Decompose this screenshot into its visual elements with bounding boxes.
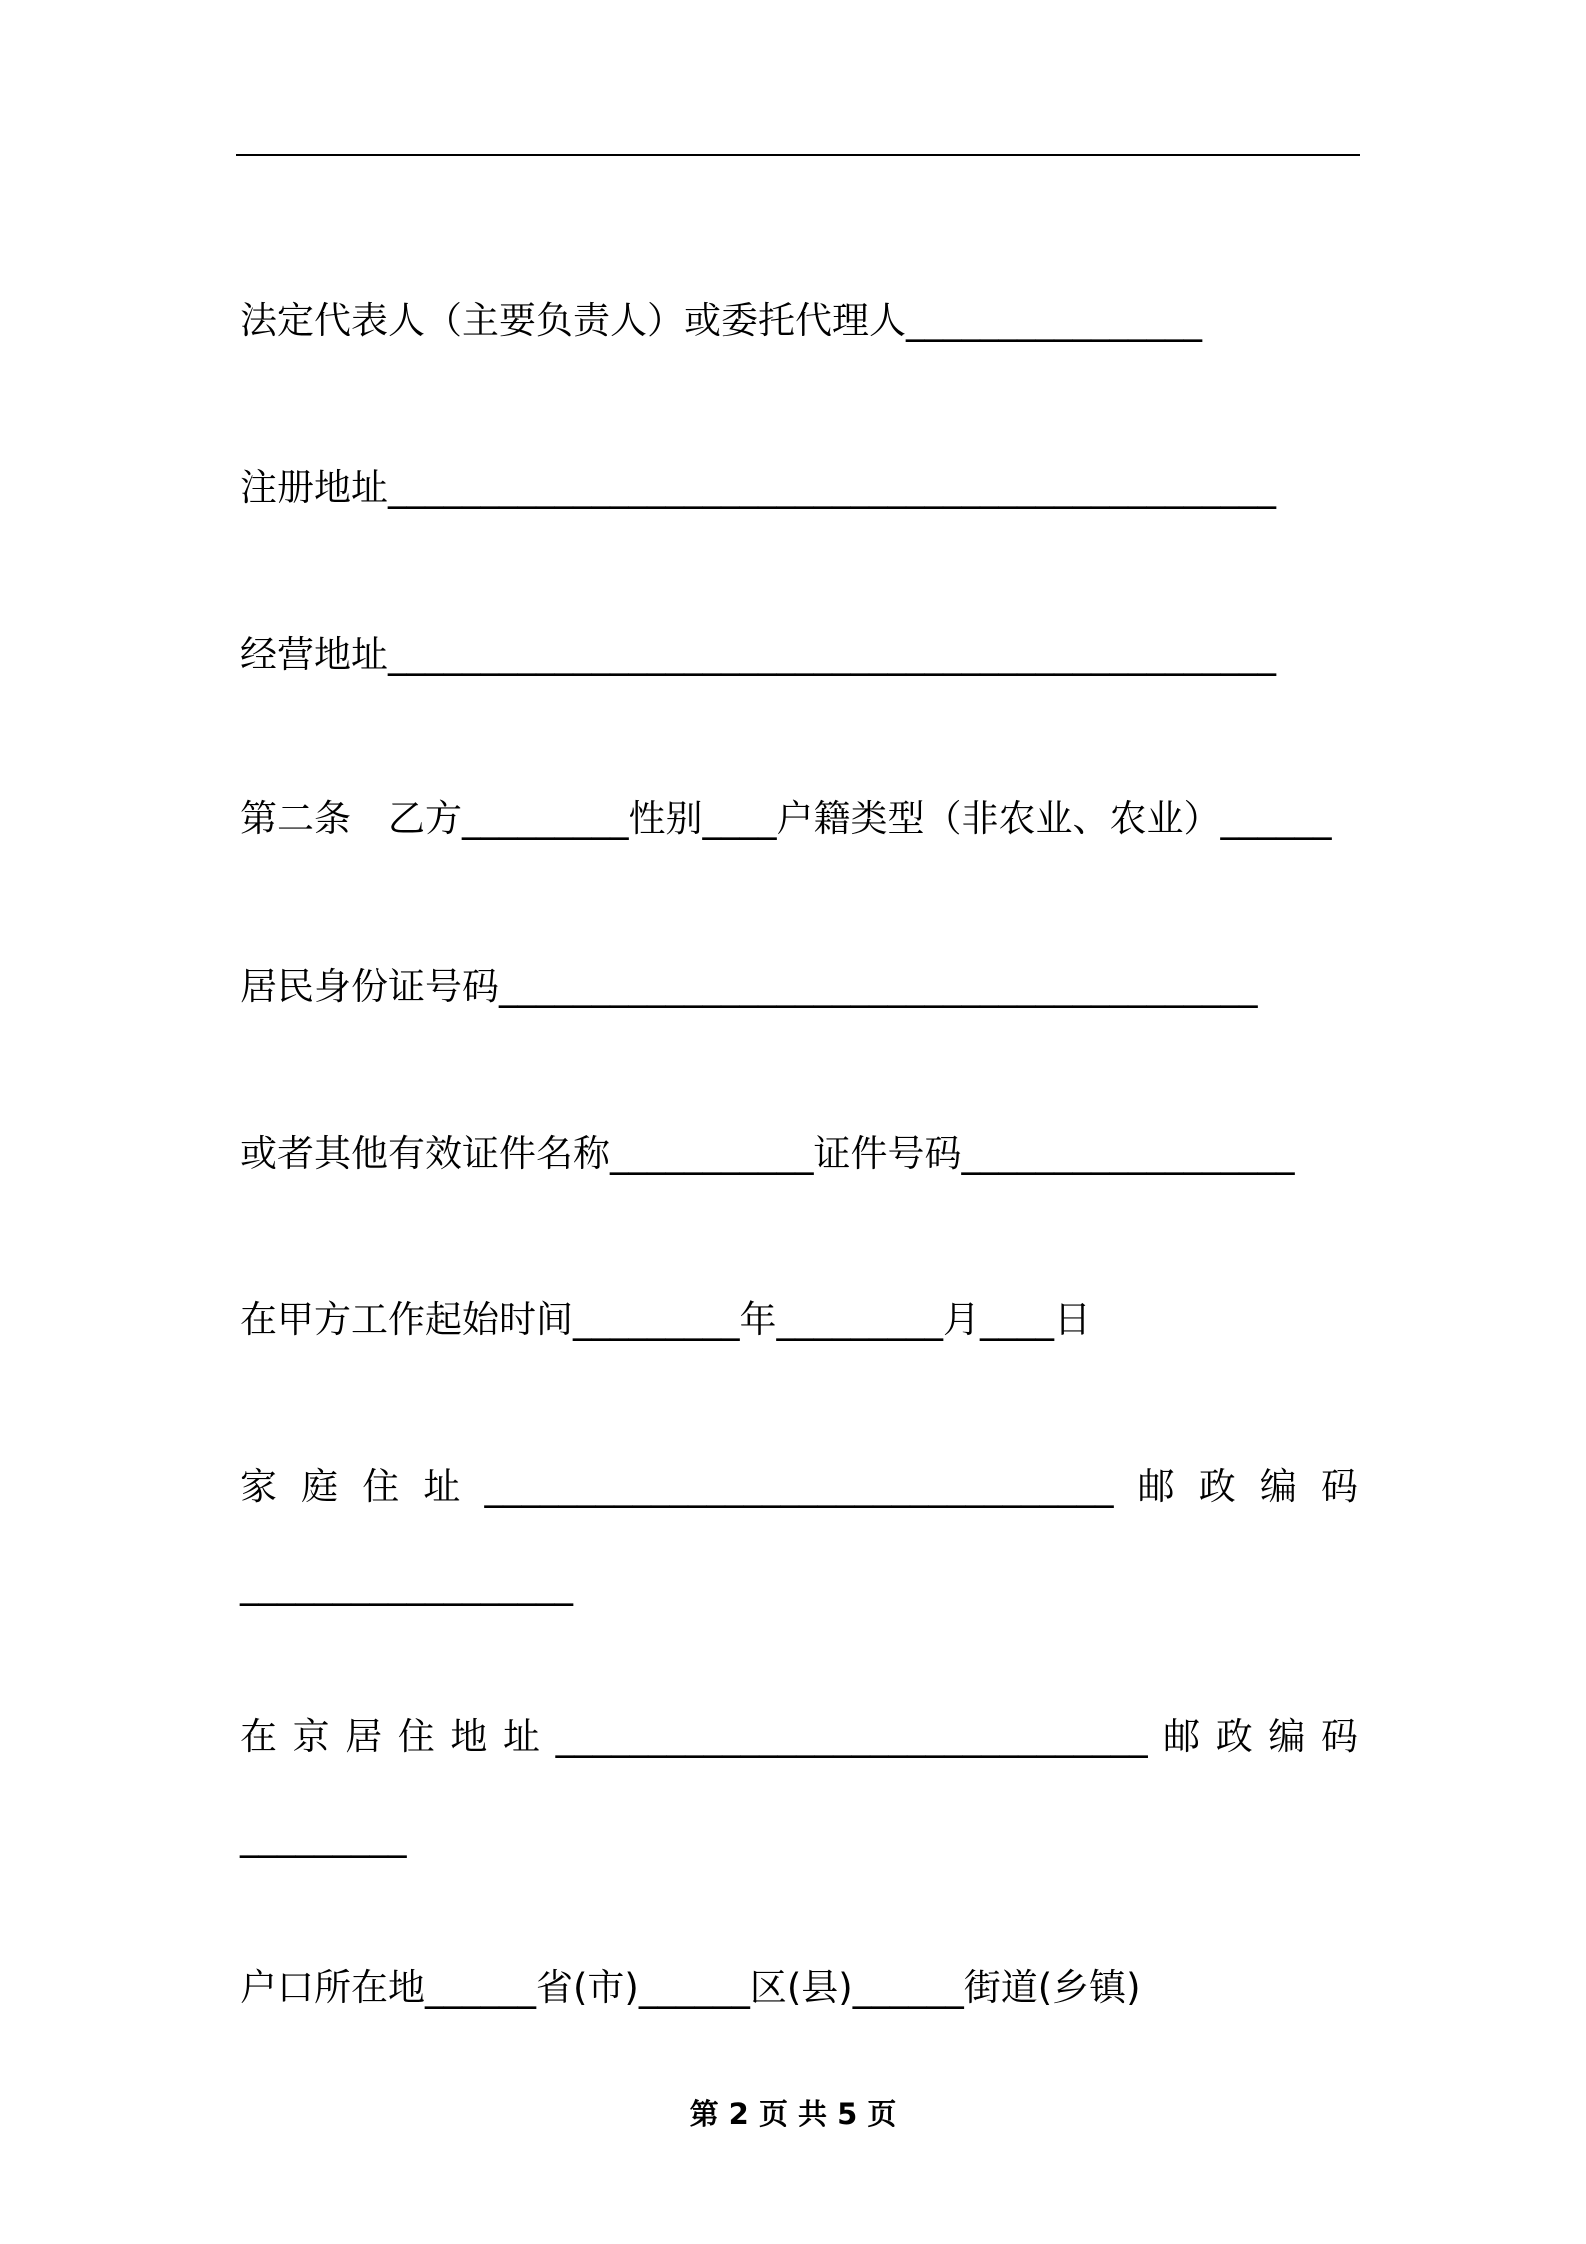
header-rule xyxy=(236,154,1360,156)
beijing-address-char: 住 xyxy=(397,1715,435,1758)
registered-address-line: 注册地址________________________________________________ xyxy=(240,466,1276,509)
postal-code-char: 政 xyxy=(1198,1465,1236,1508)
id-number-line: 居民身份证号码_________________________________________ xyxy=(240,965,1258,1008)
beijing-address-char: 京 xyxy=(292,1715,330,1758)
page-number-footer: 第 2 页 共 5 页 xyxy=(689,2097,897,2131)
home-address-char: 址 xyxy=(423,1465,461,1508)
business-address-line: 经营地址________________________________________________ xyxy=(240,633,1276,676)
home-address-blank: __________________________________ xyxy=(484,1465,1114,1508)
beijing-address-blank: ________________________________ xyxy=(555,1715,1148,1758)
home-address-char: 家 xyxy=(240,1465,277,1508)
article-two-party-b-line: 第二条 乙方_________性别____户籍类型（非农业、农业）______ xyxy=(240,797,1332,840)
beijing-address-char: 址 xyxy=(502,1715,540,1758)
home-address-char: 住 xyxy=(362,1465,400,1508)
postal-code-char: 码 xyxy=(1320,1715,1358,1758)
legal-representative-line: 法定代表人（主要负责人）或委托代理人________________ xyxy=(240,299,1202,342)
postal-code-char: 编 xyxy=(1259,1465,1297,1508)
home-postal-code-blank: __________________ xyxy=(240,1563,573,1606)
home-address-char: 庭 xyxy=(301,1465,339,1508)
beijing-address-line xyxy=(240,1712,1358,1762)
postal-code-char: 政 xyxy=(1215,1715,1253,1758)
employment-start-date-line: 在甲方工作起始时间_________年_________月____日 xyxy=(240,1298,1091,1341)
postal-code-char: 邮 xyxy=(1163,1715,1201,1758)
beijing-address-char: 在 xyxy=(240,1715,277,1758)
beijing-address-char: 居 xyxy=(345,1715,383,1758)
beijing-postal-code-blank: _________ xyxy=(240,1815,407,1858)
beijing-address-char: 地 xyxy=(450,1715,488,1758)
other-id-line: 或者其他有效证件名称___________证件号码__________________ xyxy=(240,1132,1295,1175)
postal-code-char: 邮 xyxy=(1137,1465,1175,1508)
postal-code-char: 编 xyxy=(1268,1715,1306,1758)
postal-code-char: 码 xyxy=(1321,1465,1358,1508)
household-registration-line: 户口所在地______省(市)______区(县)______街道(乡镇) xyxy=(240,1966,1141,2009)
home-address-line xyxy=(240,1462,1358,1512)
